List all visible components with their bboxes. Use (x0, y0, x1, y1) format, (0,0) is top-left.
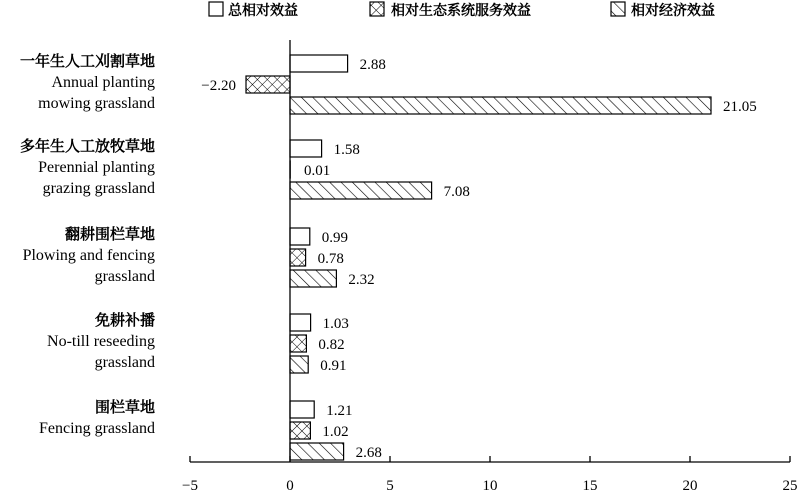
value-label-s1-c4: 1.03 (322, 316, 349, 332)
bar-s2-c5 (290, 422, 310, 439)
bar-s3-c1 (290, 97, 711, 114)
category-label-5-cn: 围栏草地 (94, 398, 155, 416)
bars (201, 55, 756, 461)
category-label-3-cn: 翻耕围栏草地 (64, 225, 155, 243)
value-label-s3-c2: 7.08 (443, 184, 470, 200)
legend-label-1: 总相对效益 (228, 3, 298, 19)
category-label-4-en1: No-till reseeding (47, 333, 155, 350)
value-label-s2-c1: −2.20 (201, 78, 236, 94)
bar-s2-c3 (290, 249, 306, 266)
value-label-s3-c3: 2.32 (348, 272, 375, 288)
value-label-s1-c3: 0.99 (321, 230, 349, 246)
value-label-s2-c2: 0.01 (304, 163, 331, 179)
x-tick-label: −5 (182, 478, 198, 494)
bar-s1-c2 (290, 140, 322, 157)
value-label-s1-c5: 1.21 (326, 403, 353, 419)
category-label-3-en1: Plowing and fencing (22, 247, 155, 264)
bar-s3-c4 (290, 356, 308, 373)
legend-label-3: 相对经济效益 (631, 3, 715, 19)
category-label-4-en2: grassland (94, 354, 155, 371)
legend-label-2: 相对生态系统服务效益 (391, 3, 531, 19)
value-label-s3-c4: 0.91 (320, 358, 347, 374)
category-label-2-en2: grazing grassland (42, 180, 155, 197)
value-label-s2-c4: 0.82 (318, 337, 345, 353)
bar-s3-c5 (290, 443, 344, 460)
x-tick-label: 5 (386, 478, 394, 494)
bar-s2-c4 (290, 335, 306, 352)
bar-s1-c1 (290, 55, 348, 72)
category-label-1-cn: 一年生人工刈割草地 (19, 52, 155, 70)
category-labels (20, 52, 155, 437)
x-tick-label: 15 (582, 478, 598, 494)
bar-s1-c3 (290, 228, 310, 245)
bar-s1-c5 (290, 401, 314, 418)
bar-s2-c1 (246, 76, 290, 93)
category-label-1-en1: Annual planting (51, 74, 155, 91)
value-label-s1-c1: 2.88 (359, 57, 386, 73)
value-label-s3-c1: 21.05 (723, 99, 757, 115)
legend-swatch-2 (370, 2, 384, 16)
x-tick-label: 0 (286, 478, 294, 494)
category-label-1-en2: mowing grassland (38, 95, 155, 112)
value-label-s2-c3: 0.78 (317, 251, 344, 267)
legend-swatch-1 (209, 2, 223, 16)
value-label-s2-c5: 1.02 (322, 424, 349, 440)
category-label-3-en2: grassland (94, 268, 155, 285)
bar-s3-c2 (290, 182, 432, 199)
x-tick-label: 25 (782, 478, 798, 494)
category-label-4-cn: 免耕补播 (94, 311, 155, 329)
x-tick-label: 20 (682, 478, 698, 494)
legend (209, 2, 715, 19)
x-tick-label: 10 (482, 478, 498, 494)
value-label-s1-c2: 1.58 (333, 142, 360, 158)
value-label-s3-c5: 2.68 (355, 445, 382, 461)
legend-swatch-3 (611, 2, 625, 16)
bar-s3-c3 (290, 270, 336, 287)
bar-s1-c4 (290, 314, 311, 331)
category-label-2-en1: Perennial planting (38, 159, 155, 176)
category-label-5-en1: Fencing grassland (39, 420, 155, 437)
category-label-2-cn: 多年生人工放牧草地 (19, 137, 155, 155)
